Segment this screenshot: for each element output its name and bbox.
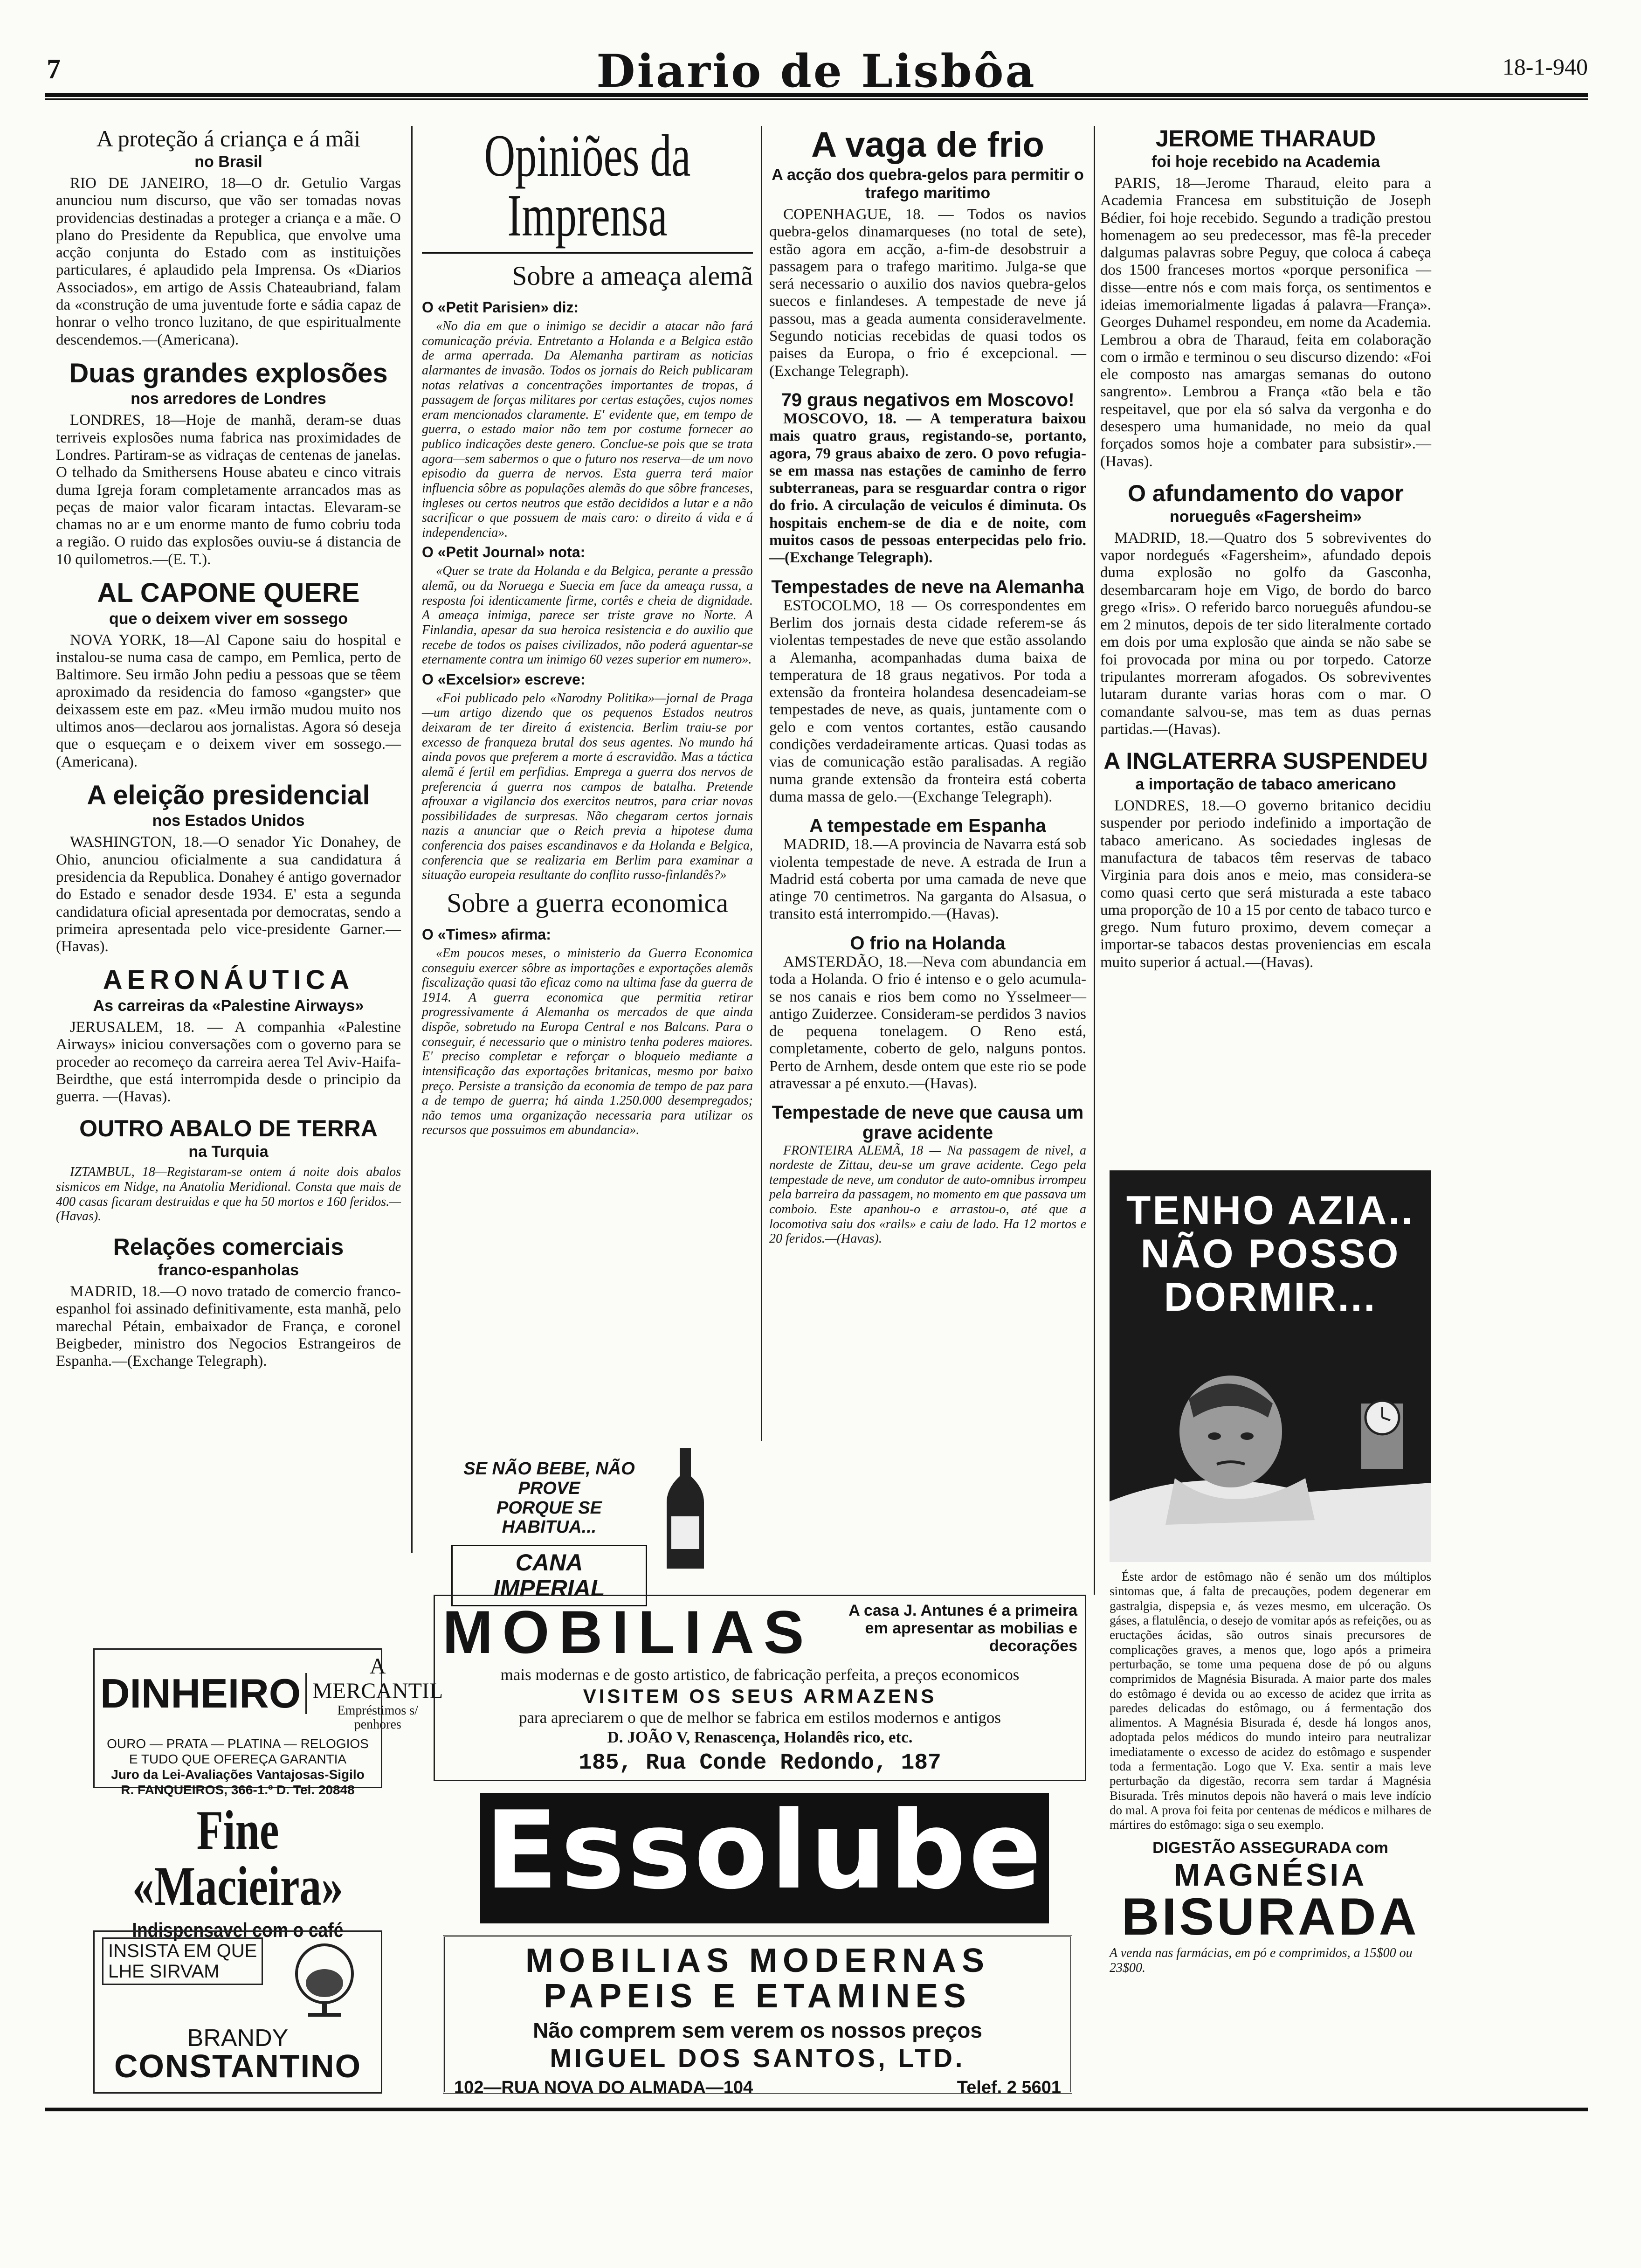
ad-side-text: A casa J. Antunes é a primeira em apresentar as mobilias e decorações <box>848 1602 1077 1655</box>
brand-name: Essolube <box>484 1789 1045 1913</box>
ad-call-to-action: VISITEM OS SEUS ARMAZENS <box>583 1685 937 1707</box>
ad-headline: DINHEIRO <box>100 1673 307 1714</box>
ad-headline <box>1110 1189 1431 1319</box>
ad-text-line: OURO — PRATA — PLATINA — RELOGIOS <box>107 1736 369 1751</box>
bottom-rule <box>45 2108 1588 2111</box>
article-body: MOSCOVO, 18. — A temperatura baixou mais quatro graus, registando-se, portanto, agora, 79 graus abaixo de zero. O povo refugia-se em massa nas estações de caminho de ferro subterraneas, para se resguardar contra o rigor do frio. A circulação de veiculos é diminuta. Os hospitais enchem-se de dia e de noite, com muitos casos de pessoas enterpecidas pelo frio.—(Exchange Telegraph). <box>769 410 1086 567</box>
article-body: MADRID, 18.—A provincia de Navarra está sob violenta tempestade de neve. A estrada de Irun a Madrid está coberta por uma camada de neve que atinge 70 centimetros. Na garganta do Alsasua, o transito está interrompido.—(Havas). <box>769 836 1086 923</box>
section-title: Opiniões da Imprensa <box>422 126 753 254</box>
article-body: FRONTEIRA ALEMÃ, 18 — Na passagem de nivel, a nordeste de Zittau, deu-se um grave acidente. Cego pela tempestade de neve, um condutor de auto-omnibus irrompeu pela barreira da passagem, no momento em que passava um comboio. Este apanhou-o e arrastou-o, até que a locomotiva saiu dos «rails» e caiu de lado. Ha 12 mortos e 20 feridos.—(Havas). <box>769 1143 1086 1246</box>
brand-name: BISURADA <box>1121 1887 1420 1946</box>
brand-name: CANA IMPERIAL <box>451 1545 647 1606</box>
ad-brandy-constantino <box>93 1930 382 2094</box>
article-headline: O frio na Holanda <box>850 933 1006 954</box>
article-subhead: que o deixem viver em sossego <box>109 609 348 628</box>
article-cold-wave <box>769 126 1086 380</box>
article-spain-storm <box>769 816 1086 923</box>
brand-name: CONSTANTINO <box>114 2048 362 2084</box>
article-body: IZTAMBUL, 18—Registaram-se ontem á noite dois abalos sismicos em Nidge, na Anatolia Meridional. Consta que mais de 400 casas ficaram destruidas e que ha 50 mortos e 160 feridos.—(Havas). <box>56 1165 401 1224</box>
ad-address: 102—RUA NOVA DO ALMADA—104 <box>454 2078 753 2098</box>
ad-brand-line: BRANDY <box>187 2025 289 2052</box>
article-body: COPENHAGUE, 18. — Todos os navios quebra-gelos dinamarqueses (no total de sete), estão agora em acção, a-fim-de desobstruir a passagem para o trafego maritimo. Julga-se que será necessario o auxilio dos navios quebra-gelos suecos e finlandeses. A tempestade de neve já passou, mas a geada aumenta consideravelmente. Segundo noticias recebidas de quasi todos os paises da Europa, o frio é excepcional. — (Exchange Telegraph). <box>769 206 1086 380</box>
article-body: AMSTERDÃO, 18.—Neva com abundancia em toda a Holanda. O frio é intenso e o gelo acumula-se nos canais e rios bem como no Ysselmeer—antigo Zuiderzee. Consideram-se perdidos 3 navios de pequena tonelagem. O Reno está, completamente, coberto de gelo, nalguns pontos. Perto de Arnhem, desde ontem que este rio se pode atravessar a pé enxuto.—(Havas). <box>769 953 1086 1092</box>
press-source: O «Petit Journal» nota: <box>422 544 586 561</box>
column-divider <box>761 126 762 1441</box>
column-divider <box>1094 126 1095 1595</box>
article-body: WASHINGTON, 18.—O senador Yic Donahey, de Ohio, anunciou oficialmente a sua candidatura á presidencia da Republica. Donahey é antigo governador do Estado e senador desde 1934. E' esta a segunda candidatura oficial apresentada por democratas, sendo a primeira apresentada pelo vice-presidente Garner.—(Havas). <box>56 834 401 955</box>
ad-text-line: Não comprem sem verem os nossos preços <box>533 2018 982 2043</box>
article-subhead: nos arredores de Londres <box>131 390 326 408</box>
glass-icon <box>280 1936 369 2020</box>
article-fagersheim <box>1100 481 1431 738</box>
ad-phone: Telef. 2 5601 <box>957 2078 1061 2098</box>
section-subhead: Sobre a guerra economica <box>447 887 728 918</box>
ad-slogan-line: PORQUE SE HABITUA... <box>496 1498 602 1537</box>
article-body: MADRID, 18.—Quatro dos 5 sobreviventes do vapor nordegués «Fagersheim», afundado depois duma explosão no golfo da Gasconha, desembarcaram hoje em Vigo, de bordo do barco grego «Iris». O referido barco norueguês afundou-se em 2 minutos, depois de ter sido literalmente cortado em dois por uma explosão que ainda se não sabe se foi provocada por mina ou por torpedo. Catorze tripulantes morreram afogados. Os sobreviventes lutaram durante varias horas com o mar. O comandante salvou-se, mas tem as duas pernas partidas.—(Havas). <box>1100 529 1431 738</box>
press-quote: «Em poucos meses, o ministerio da Guerra Economica conseguiu exercer sôbre as importações e exportações alemãs fiscalização quasi tão eficaz como na ultima fase da guerra de 1914. A guerra economica que permitia retirar progressivamente á Alemanha os mercados de que ainda dispõe, sobretudo na Europa Central e nos Balcans. Para o conseguir, é necessario que o ministro tenha poderes maiores. E' preciso completar e reforçar o bloqueio mediante a intensificação das exportações britanicas, mesmo por baixo preço. Persiste a transição da economia de tempo de paz para a de tempo de guerra; há ainda 1.250.000 desempregados; não temos uma organização necessaria para utilizar os recursos que possuimos em abundancia». <box>422 946 753 1138</box>
column-2 <box>422 123 753 1413</box>
ad-headline: PAPEIS E ETAMINES <box>544 1977 972 2015</box>
article-germany-storms <box>769 577 1086 806</box>
ad-essolube <box>480 1789 1049 1923</box>
ad-slogan <box>102 1937 263 1985</box>
article-headline: JEROME THARAUD <box>1155 125 1376 152</box>
ad-tagline: DIGESTÃO ASSEGURADA com <box>1152 1839 1388 1857</box>
company-name: MIGUEL DOS SANTOS, LTD. <box>550 2043 965 2073</box>
press-source: O «Petit Parisien» diz: <box>422 299 579 316</box>
article-subhead: As carreiras da «Palestine Airways» <box>93 997 364 1015</box>
article-body: PARIS, 18—Jerome Tharaud, eleito para a Academia Francesa em substituição de Joseph Bédier, foi hoje recebido. Segundo a tradição prestou homenagem ao seu predecessor, mas fê-la preceder dalgumas palavras sobre Peguy, que coloca á cabeça dos 1500 franceses mortos «porque personifica —disse—entre nós e com mais força, os sentimentos e ideias imemorialmente ligadas á palavra—França». Georges Duhamel respondeu, em nome da Academia. Lembrou a obra de Tharaud, feita em colaboração com o irmão e terminou o seu discurso dizendo: «Foi ele composto nas amargas semanas do outono sangrento». Lembrou a França «tão bela e tão respeitavel, que por ela só salva da vergonha e do desespero uma humanidade, no meio da qual forçados somos hoje a combater para subsistir».—(Havas). <box>1100 175 1431 470</box>
article-snow-accident <box>769 1103 1086 1246</box>
ad-footnote: A venda nas farmácias, em pó e comprimidos, a 15$00 ou 23$00. <box>1110 1945 1413 1975</box>
article-child-protection <box>56 126 401 349</box>
article-body: MADRID, 18.—O novo tratado de comercio franco-espanhol foi assinado definitivamente, esta manhã, pelo marechal Pétain, embaixador de França, e coronel Beigbeder, ministro dos Negocios Estrangeiros de Espanha.—(Exchange Telegraph). <box>56 1283 401 1370</box>
press-quote: «Quer se trate da Holanda e da Belgica, perante a pressão alemã, ou da Noruega e Suecia em face da ameaça russa, a resposta foi identicamente firme, cortês e cheia de dignidade. A ameaça inimiga, parece ser triste grave no Norte. A Finlandia, apesar da sua heroica resistencia e do auxilio que recebe de todos os paises civilizados, não poderá aguentar-se eternamente contra um inimigo 60 vezes superior em numero». <box>422 564 753 667</box>
ad-headline-line: TENHO AZIA.. <box>1126 1188 1415 1233</box>
ad-text-line: mais modernas e de gosto artistico, de fabricação perfeita, a preços economicos <box>500 1666 1020 1684</box>
article-tobacco <box>1100 748 1431 971</box>
article-body: ESTOCOLMO, 18 — Os correspondentes em Berlim dos jornais desta cidade referem-se ás violentas tempestades de neve que estão assolando a Alemanha, acompanhadas duma baixa de temperatura de 18 graus negativos. Por toda a extensão da fronteira holandesa desencadeiam-se tempestades de neve, as quais, juntamente com o gelo e com ventos cortantes, estão causando condições verdadeiramente articas. Quasi todas as vias de comunicação estão paralisadas. A região numa grande extensão da fronteira está coberta duma massa de gelo.—(Exchange Telegraph). <box>769 597 1086 805</box>
ad-magnesia-bisurada <box>1110 1170 1431 2103</box>
article-earthquake <box>56 1116 401 1224</box>
article-body: NOVA YORK, 18—Al Capone saiu do hospital e instalou-se numa casa de campo, em Pemlica, perto de Baltimore. Seu irmão John pediu a pessoas que se têem aproximado da residencia do famoso «gangster» que deixassem este em paz. «Meu irmão mudou muito nos ultimos anos—declarou aos jornalistas. Agora só deseja que o esqueçam e o deixem viver em sossego.—(Americana). <box>56 631 401 770</box>
article-body: LONDRES, 18—Hoje de manhã, deram-se duas terriveis explosões numa fabrica nas proximidades de Londres. Partiram-se as vidraças de centenas de janelas. O telhado da Smithersens House abateu e cinco vitrais duma Igreja foram completamente arrancados mas as peças de maior valor ficaram intactas. Elevaram-se chamas no ar e um enorme manto de fumo cobriu toda a região. O ruido das explosões ouviu-se á distancia de 10 quilometros.—(E. T.). <box>56 412 401 568</box>
ad-headline: MOBILIAS MODERNAS <box>525 1942 990 1979</box>
issue-date: 18-1-940 <box>1502 54 1588 80</box>
article-headline: A vaga de frio <box>811 125 1044 165</box>
article-body: JERUSALEM, 18. — A companhia «Palestine Airways» iniciou conversações com o governo para se proceder ao recomeço da carreira aerea Tel Aviv-Haifa-Beirdthe, que está interrompida desde o principio da guerra. —(Havas). <box>56 1019 401 1106</box>
press-quote: «Foi publicado pelo «Narodny Politika»—jornal de Praga—um artigo dizendo que os pequenos Estados neutros deixaram de ter direito á existencia. Berlim traiu-se por excesso de franqueza brutal dos seus agentes. No mundo há ainda povos que preferem a morte á escravidão. Mas a táctica alemã é fertil em perfidias. Emprega a guerra dos nervos de preferencia á guerra nos campos de batalha. Pretende afrouxar a vigilancia dos exercitos neutros, para criar novas possibilidades de surpresas. Não chegaram certos jornais nazis a anunciar que o Reich previa a hipotese duma conferencia dos paises escandinavos e da Holanda e Belgica, conferencia que se realizaria em Berlim para examinar a situação europeia resultante do conflito russo-finlandês?» <box>422 691 753 883</box>
section-subhead: Sobre a ameaça alemã <box>512 261 753 291</box>
article-headline: A INGLATERRA SUSPENDEU <box>1103 748 1428 774</box>
ad-slogan-line: LHE SIRVAM <box>108 1961 220 1982</box>
masthead <box>45 45 1588 101</box>
ad-text-line: para apreciarem o que de melhor se fabrica em estilos modernos e antigos <box>518 1708 1001 1727</box>
article-tharaud <box>1100 126 1431 470</box>
ad-text-line: E TUDO QUE OFEREÇA GARANTIA <box>129 1752 347 1767</box>
ad-fine-macieira <box>89 1799 387 1942</box>
article-body: RIO DE JANEIRO, 18—O dr. Getulio Vargas anunciou num discurso, que vão ser tomadas novas providencias destinadas a proteger a criança e a mãe. O plano do Presidente da Republica, que envolve uma acção conjunta do Estado com as instituições particulares, é aplaudido pela Imprensa. Os «Diarios Associados», em artigo de Assis Chateaubriand, falam da «construção de uma juventude forte e sádia capaz de honrar o velho tronco luzitano, de que espiritualmente descendemos.—(Americana). <box>56 175 401 348</box>
article-commercial-relations <box>56 1234 401 1370</box>
column-1 <box>56 126 401 1548</box>
article-headline: O afundamento do vapor <box>1128 480 1404 506</box>
article-subhead: franco-espanholas <box>158 1261 299 1279</box>
ad-text-line: Empréstimos s/ penhores <box>337 1703 418 1732</box>
ad-mobilias-antunes <box>434 1595 1086 1781</box>
ad-slogan-line: INSISTA EM QUE <box>108 1941 257 1961</box>
brand-name: MAGNÉSIA <box>1173 1857 1367 1893</box>
article-subhead: na Turquia <box>188 1143 269 1161</box>
column-3 <box>769 126 1086 1585</box>
article-subhead: A acção dos quebra-gelos para permitir o trafego maritimo <box>772 166 1084 202</box>
ad-miguel-dos-santos <box>443 1935 1072 2098</box>
article-subhead: foi hoje recebido na Academia <box>1151 153 1380 171</box>
article-headline: A proteção á criança e á mãi <box>96 125 361 152</box>
brand-name: Fine «Macieira» <box>132 1799 344 1917</box>
article-headline: Duas grandes explosões <box>69 358 388 388</box>
article-al-capone <box>56 579 401 771</box>
article-subhead: no Brasil <box>194 153 262 171</box>
newspaper-title: Diario de Lisbôa <box>596 45 1036 97</box>
article-presidential-election <box>56 781 401 956</box>
ad-headline-line: NÃO POSSO <box>1140 1231 1400 1276</box>
article-body: LONDRES, 18.—O governo britanico decidiu suspender por periodo indefinido a importação de tabaco americano. As sociedades inglesas de manufactura de tabacos têm reservas de tabaco Virginia para dois anos e meio, mas considera-se como quasi certo que será misturada a este tabaco uma proporção de 10 a 15 por cento de tabaco turco e grego. Num futuro proximo, devem começar a importar-se tabacos destas proveniencias em escala muito superior á actual.—(Havas). <box>1100 797 1431 971</box>
ad-headline-line: DORMIR... <box>1164 1274 1377 1320</box>
article-headline: AL CAPONE QUERE <box>97 577 360 608</box>
article-headline: Tempestades de neve na Alemanha <box>771 576 1084 597</box>
ad-body-text: Éste ardor de estômago não é senão um dos múltiplos sintomas que, á falta de precauções, podem degenerar em gastralgia, dispepsia e, ás vezes mesmo, em ulceração. Os gáses, a flatulência, o desejo de vomitar após as refeições, ou as eructações ácidas, são outros sinais precursores de complicações graves, a menos que, logo após a primeira perturbação, se tome uma pequena dose de pó ou alguns comprimidos de Magnésia Bisurada. A maior parte dos males do estômago é devida ou ao excesso de acidez que irrita as paredes delicadas do estômago, ou á fermentação dos alimentos. A Magnésia Bisurada é, desde há longos anos, adoptada pelos médicos do mundo inteiro para neutralizar imediatamente o excesso de acidez do estômago e suspender toda a fermentação. Logo que V. Exa. sentir a mais leve perturbação da digestão, recorra sem tardar á Magnésia Bisurada. Três minutos depois não haverá o mais leve indício do mal. A prova foi feita por centenas de médicos e milhares de mártires do estômago: siga o seu exemplo. <box>1110 1570 1431 1832</box>
article-explosions <box>56 359 401 568</box>
article-headline: A tempestade em Espanha <box>809 816 1046 837</box>
article-subhead: nos Estados Unidos <box>152 812 305 830</box>
ad-text-line: Juro da Lei-Avaliações Vantajosas-Sigilo <box>111 1767 365 1782</box>
article-headline: Tempestade de neve que causa um grave acidente <box>772 1102 1084 1143</box>
article-subhead: a importação de tabaco americano <box>1135 775 1396 794</box>
press-quote: «No dia em que o inimigo se decidir a atacar não fará comunicação prévia. Entretanto a Holanda e a Belgica estão de arma aperrada. Da Alemanha partiram as noticias alarmantes de invasão. Todos os jornais do Reich publicaram notas relativas a concentrações importantes de tropas, á passagem de forças militares por certas estações, cujos nomes eram mencionados claramente. E' evidente que, em tempo de guerra, o estado maior não tem por costume fornecer ao publico indicações deste genero. Conclue-se pois que se trata agora—sem sabermos o que o futuro nos reserva—de um novo episodio da guerra de nervos. Esta guerra terá maior influencia sôbre as populações alemãs do que sôbre franceses, ingleses ou certos neutros que estão decididos a lutar e a não sacrificar o que possuem de mais caro: o direito á vida e á independencia». <box>422 319 753 540</box>
ad-slogan <box>451 1459 647 1606</box>
article-headline: AERONÁUTICA <box>103 965 354 996</box>
masthead-rule <box>45 93 1588 100</box>
ad-headline: MOBILIAS <box>442 1598 814 1666</box>
ad-a-mercantil <box>93 1648 443 1798</box>
bottle-icon <box>657 1446 713 1572</box>
press-source: O «Times» afirma: <box>422 926 551 943</box>
page-number: 7 <box>47 54 61 84</box>
article-aeronautics <box>56 966 401 1106</box>
ad-address: 185, Rua Conde Redondo, 187 <box>579 1750 941 1776</box>
company-name: A MERCANTIL <box>312 1654 443 1703</box>
press-source: O «Excelsior» escreve: <box>422 671 586 688</box>
ad-text-line: D. JOÃO V, Renascença, Holandês rico, etc. <box>607 1728 913 1747</box>
article-headline: 79 graus negativos em Moscovo! <box>781 389 1075 410</box>
ad-cana-imperial <box>448 1441 723 1602</box>
ad-tagline: Indispensavel com o café <box>132 1919 344 1942</box>
article-subhead: norueguês «Fagersheim» <box>1170 507 1362 526</box>
sleepless-man-illustration <box>1110 1324 1431 1562</box>
column-4 <box>1100 126 1431 1161</box>
article-moscow-cold <box>769 390 1086 567</box>
ad-illustration <box>1110 1170 1431 1562</box>
article-headline: A eleição presidencial <box>87 780 370 810</box>
ad-address: R. FANQUEIROS, 366-1.º D. Tel. 20848 <box>121 1783 355 1798</box>
column-divider <box>411 126 413 1553</box>
ad-slogan-line: SE NÃO BEBE, NÃO PROVE <box>463 1459 635 1498</box>
article-headline: Relações comerciais <box>113 1233 344 1260</box>
article-holland-cold <box>769 933 1086 1093</box>
article-headline: OUTRO ABALO DE TERRA <box>79 1115 378 1142</box>
